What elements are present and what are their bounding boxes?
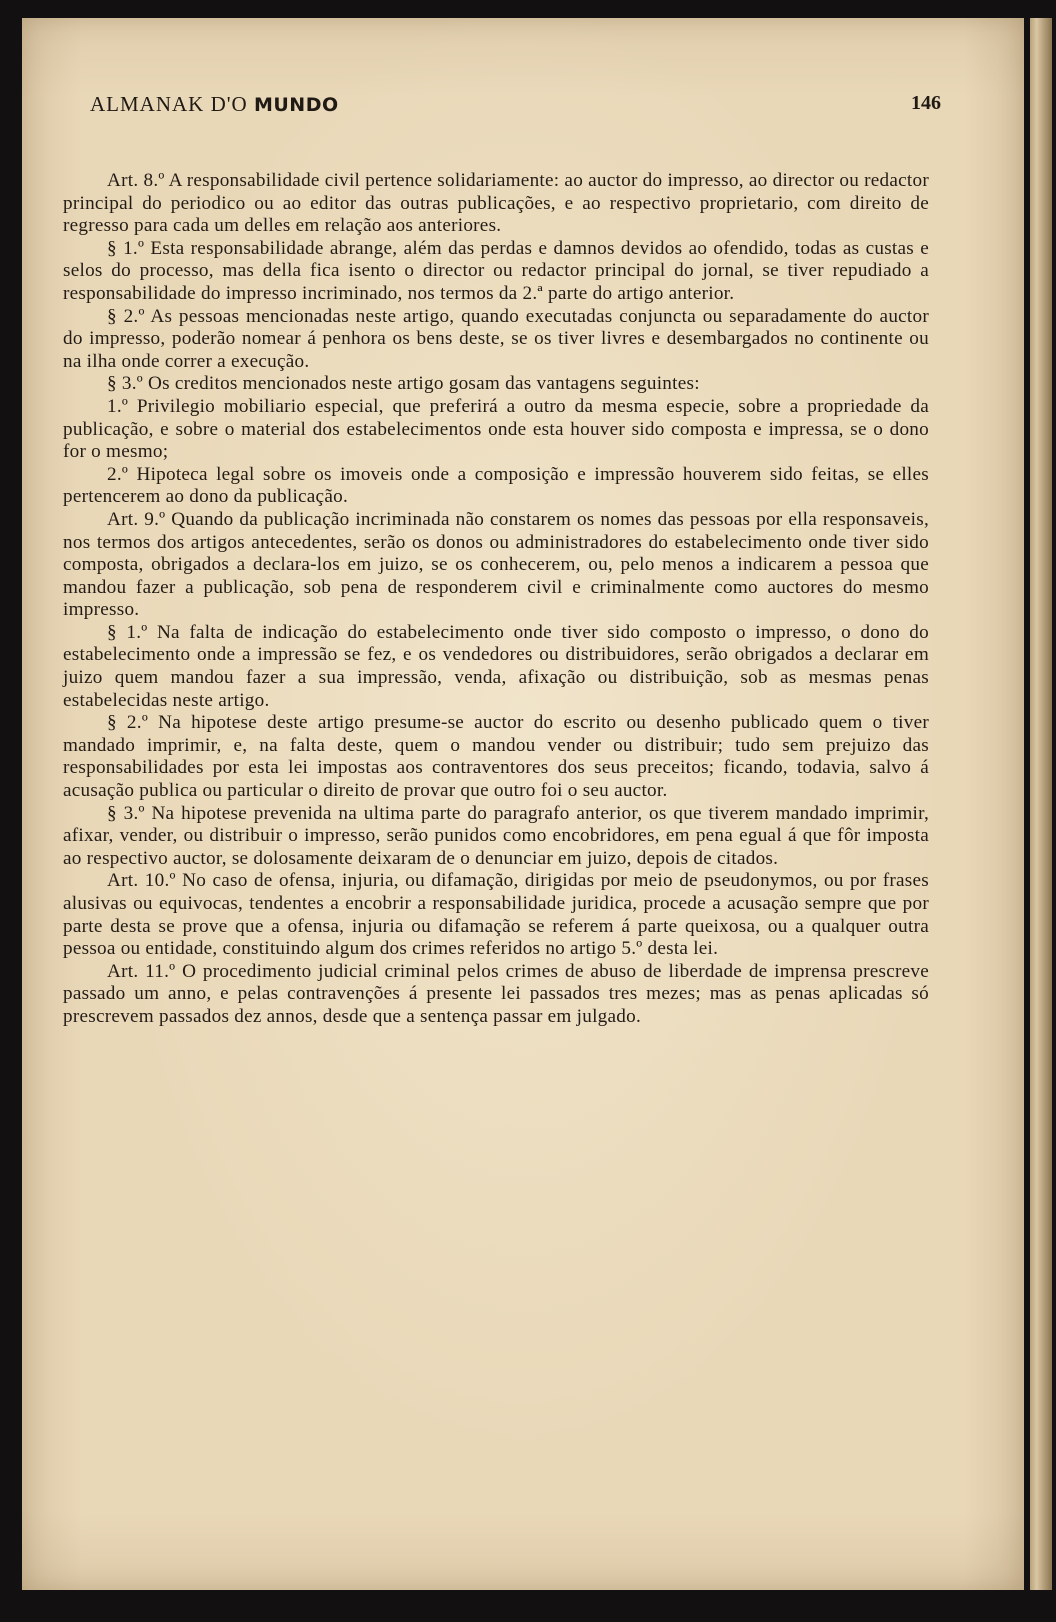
paragraph-art-9-sec-3: § 3.º Na hipotese prevenida na ultima parte do paragrafo anterior, os que tiverem mandado imprimir, afixar, vender, ou distribuir o impresso, serão punidos como encobridores, em pena egual á que fôr imposta ao respectivo auctor, se dolosamente deixaram de o denunciar em juizo, depois de citados.	[63, 802, 929, 869]
paragraph-art-9-sec-2: § 2.º Na hipotese deste artigo presume-se auctor do escrito ou desenho publicado quem o tiver mandado imprimir, e, na falta deste, quem o mandou vender ou distribuir; tudo sem prejuizo das responsabilidades por esta lei impostas aos contraventores dos seus preceitos; ficando, todavia, salvo á acusação publica ou particular o direito de provar que outro foi o seu auctor.	[63, 712, 929, 802]
paragraph-art-9: Art. 9.º Quando da publicação incriminada não constarem os nomes das pessoas por ella responsaveis, nos termos dos artigos antecedentes, serão os donos ou administradores do estabelecimento onde tiver sido composta, obrigados a declara-los em juizo, se os conhecerem, ou, pelo menos a indicarem a pessoa que mandou fazer a publicação, sob pena de responderem civil e criminalmente como auctores do mesmo impresso.	[63, 508, 929, 621]
paragraph-art-8-sec-2: § 2.º As pessoas mencionadas neste artigo, quando executadas conjuncta ou separadamente do auctor do impresso, poderão nomear á penhora os bens deste, se os tiver livres e desembargados no continente ou na ilha onde correr a execução.	[63, 305, 929, 372]
page-header	[90, 92, 941, 122]
running-title-brand: MUNDO	[253, 94, 339, 116]
paragraph-art-8-sec-1: § 1.º Esta responsabilidade abrange, além das perdas e damnos devidos ao ofendido, todas as custas e selos do processo, mas della fica isento o director ou redactor principal do jornal, se tiver repudiado a responsabilidade do impresso incriminado, nos termos da 2.ª parte do artigo anterior.	[63, 237, 929, 304]
paragraph-art-11: Art. 11.º O procedimento judicial criminal pelos crimes de abuso de liberdade de imprensa prescreve passado um anno, e pelas contravenções á presente lei passados tres mezes; mas as penas aplicadas só prescrevem passados dez annos, desde que a sentença passar em julgado.	[63, 960, 929, 1027]
paragraph-art-8-sec-3: § 3.º Os creditos mencionados neste artigo gosam das vantagens seguintes:	[107, 373, 700, 395]
paragraph-item-1: 1.º Privilegio mobiliario especial, que preferirá a outro da mesma especie, sobre a propriedade da publicação, e sobre o material dos estabelecimentos onde esta houver sido composta e impressa, se o dono for o mesmo;	[63, 395, 929, 463]
body-text	[63, 170, 929, 1029]
paragraph-art-8: Art. 8.º A responsabilidade civil pertence solidariamente: ao auctor do impresso, ao director ou redactor principal do periodico ou ao editor das outras publicações, e ao respectivo proprietario, com direito de regresso para cada um delles em relação aos anteriores.	[63, 170, 929, 237]
running-title-prefix: ALMANAK D'O	[90, 92, 254, 116]
running-title	[90, 92, 339, 117]
paragraph-item-2: 2.º Hipoteca legal sobre os imoveis onde a composição e impressão houverem sido feitas, se elles pertencerem ao dono da publicação.	[63, 463, 929, 508]
paragraph-art-10: Art. 10.º No caso de ofensa, injuria, ou difamação, dirigidas por meio de pseudonymos, ou por frases alusivas ou equivocas, tendentes a encobrir a responsabilidade juridica, procede a acusação sempre que por parte desta se prove que a ofensa, injuria ou difamação se referem á parte queixosa, ou a qualquer outra pessoa ou entidade, constituindo algum dos crimes referidos no artigo 5.º desta lei.	[63, 870, 929, 960]
paragraph-art-9-sec-1: § 1.º Na falta de indicação do estabelecimento onde tiver sido composto o impresso, o dono do estabelecimento onde a impressão se fez, e os vendedores ou distribuidores, serão obrigados a declarar em juizo quem mandou fazer a sua impressão, venda, afixação ou distribuição, sob as mesmas penas estabelecidas neste artigo.	[63, 621, 929, 711]
adjacent-page-edge	[1030, 18, 1052, 1590]
page-number: 146	[911, 92, 941, 114]
